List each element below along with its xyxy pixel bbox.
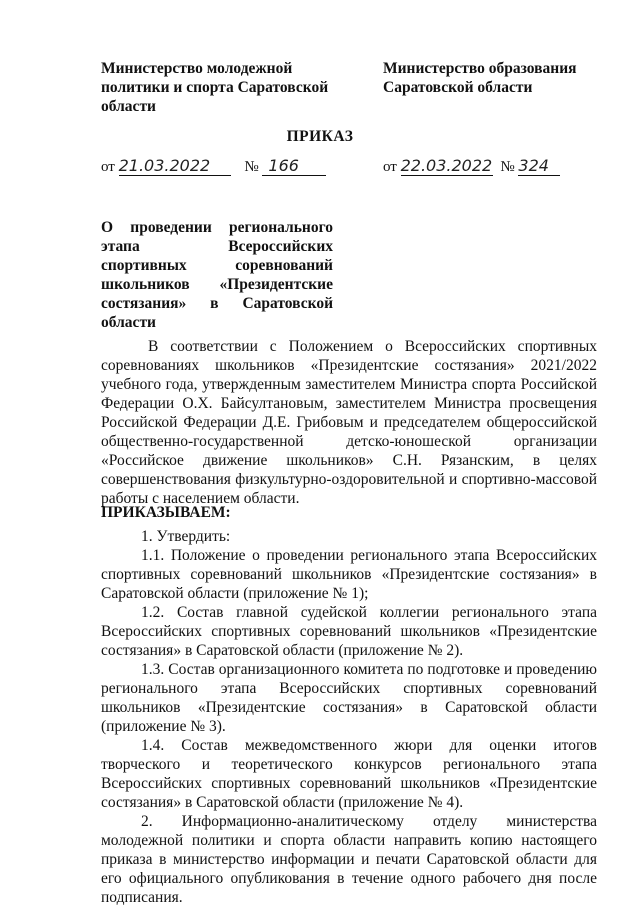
left-date-prefix: от	[101, 159, 115, 175]
preamble-paragraph: В соответствии с Положением о Всероссийских спортивных соревнованиях школьников «Президентские состязания» 2021/2022 учебного года, утвержденным заместителем Министра спорта Российской Федерации О.Х. Байсултановым, заместителем Министра просвещения Российской Федерации Д.Е. Грибовым и председателем общероссийской общественно-государственной детско-юношеской организации «Российское движение школьников» С.Н. Рязанским, в целях совершенствования физкультурно-оздоровительной и спортивно-массовой работы с населением области.	[101, 338, 597, 507]
order-item: 1.1. Положение о проведении регионального этапа Всероссийских спортивных соревнований школьников «Президентские состязания» в Саратовской области (приложение № 1);	[101, 547, 597, 602]
right-order-date: 22.03.2022	[400, 156, 493, 175]
document-title: ПРИКАЗ	[286, 128, 354, 145]
order-subject: О проведении регионального этапа Всероссийских спортивных соревнований школьников «Президентские состязания» в Саратовской области	[101, 219, 333, 331]
right-order-number: 324	[518, 156, 560, 176]
order-item: 1.2. Состав главной судейской коллегии регионального этапа Всероссийских спортивных соревнований школьников «Президентские состязания» в Саратовской области (приложение № 2).	[101, 604, 597, 659]
right-ministry-header: Министерство образования Саратовской области	[383, 60, 577, 96]
order-item: 1.4. Состав межведомственного жюри для оценки итогов творческого и теоретического конкурсов регионального этапа Всероссийских спортивных соревнований школьников «Президентские состязания» в Саратовской области (приложение № 4).	[101, 737, 597, 811]
left-order-line	[101, 156, 326, 176]
left-number-prefix: №	[244, 159, 259, 175]
order-item: 1. Утвердить:	[141, 528, 231, 545]
right-number-prefix: №	[500, 159, 515, 175]
order-item: 2. Информационно-аналитическому отделу министерства молодежной политики и спорта области направить копию настоящего приказа в министерство информации и печати Саратовской области для его официального опубликования в течение одного рабочего дня после подписания.	[101, 813, 597, 906]
right-date-prefix: от	[383, 159, 397, 175]
left-ministry-header: Министерство молодежной политики и спорта Саратовской области	[101, 60, 329, 115]
left-order-date: 21.03.2022	[119, 156, 231, 176]
order-item: 1.3. Состав организационного комитета по подготовке и проведению регионального этапа Всероссийских спортивных соревнований школьников «Президентские состязания» в Саратовской области (приложение № 3).	[101, 661, 597, 735]
right-order-line	[383, 156, 560, 176]
left-order-number: 166	[262, 156, 326, 176]
order-items	[101, 527, 597, 907]
order-heading: ПРИКАЗЫВАЕМ:	[101, 504, 231, 521]
